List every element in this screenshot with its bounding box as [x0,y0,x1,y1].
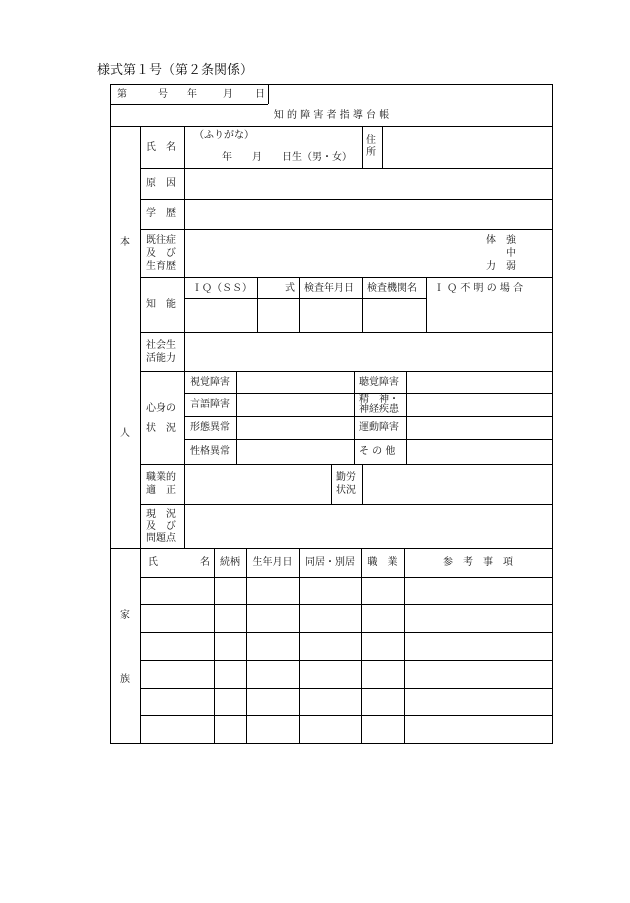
family-header-doukyo: 同居・別居 [305,557,355,568]
birth-date-line: 年 月 日生（男・女） [222,152,352,163]
family-col-3 [299,548,300,744]
family-row-line-3 [140,660,553,661]
kinrou-divider-left [331,464,332,504]
family-row-line-5 [140,715,553,716]
row-line-shinshin [140,464,553,465]
chinou-divider-3 [362,277,363,332]
family-row-line-4 [140,688,553,689]
family-header-shokugyo: 職 業 [367,557,398,568]
header-line-2 [110,126,553,127]
row-line-shokugyo [140,504,553,505]
border-right [552,84,553,744]
kinrou-divider-right [362,464,363,504]
tairyoku-middle: 中 [506,248,516,259]
shinshin-line-3 [184,439,553,440]
header-dai: 第 [117,89,127,100]
genkyo-label-2: 及 び [146,521,176,532]
row-line-name [140,168,553,169]
section-column-divider [140,126,141,744]
tairyoku-strong: 体 強 [486,235,516,246]
ledger-sheet [110,84,553,744]
gakureki-label: 学 歴 [146,208,176,219]
header-tsuki: 月 [223,89,233,100]
shiki-header: 式 [285,283,295,294]
shinshin-label-1: 心身の [146,403,176,414]
header-go: 号 [158,89,168,100]
seishin-label-1: 精 神・ [359,394,399,405]
keitai-label: 形態異常 [190,422,230,433]
border-top [110,84,553,85]
family-row-line-2 [140,632,553,633]
section-honnin-char-1: 本 [120,237,130,248]
gengo-label: 言語障害 [190,399,230,410]
shinshin-divider-1 [236,371,237,464]
family-col-4 [361,548,362,744]
family-row-line-1 [140,604,553,605]
ledger-title: 知 的 障 害 者 指 導 台 帳 [273,110,390,121]
shinshin-label-2: 状 況 [146,423,176,434]
header-line-1 [110,104,268,105]
section-honnin-char-2: 人 [120,428,130,439]
header-nen: 年 [187,89,197,100]
address-divider-right [382,126,383,168]
row-line-gakureki [140,229,553,230]
shakai-label-1: 社会生 [146,340,176,351]
undou-label: 運動障害 [359,422,399,433]
chinou-divider-1 [257,277,258,332]
header-number-box-divider [268,84,269,104]
border-bottom [110,743,553,744]
label-column-divider [184,126,185,548]
form-number-title: 様式第１号（第２条関係） [97,63,254,78]
kensa-date-header: 検査年月日 [304,283,354,294]
genkyo-label-3: 問題点 [146,533,176,544]
chinou-sub-header-line [184,298,427,299]
shokugyo-label-1: 職業的 [146,472,176,483]
row-line-genin [140,199,553,200]
shikaku-label: 視覚障害 [190,377,230,388]
chinou-divider-2 [299,277,300,332]
kiou-label-1: 既往症 [146,235,176,246]
kinrou-label-2: 状況 [336,485,356,496]
header-hi: 日 [255,89,265,100]
border-left [110,84,111,744]
choukaku-label: 聴覚障害 [359,377,399,388]
family-header-name-1: 氏 [148,557,158,568]
furigana-label: （ふりがな） [194,130,254,141]
name-label: 氏 名 [146,142,176,153]
seikaku-label: 性格異常 [190,446,230,457]
chinou-label: 知 能 [146,299,176,310]
tairyoku-weak: 力 弱 [486,261,516,272]
sonota-label: そ の 他 [359,446,396,457]
seishin-label-2: 神経疾患 [359,404,399,415]
row-line-kiou [140,277,553,278]
kensa-kikan-header: 検査機関名 [367,283,417,294]
address-label-2: 所 [366,147,376,158]
kinrou-label-1: 勤労 [336,472,356,483]
address-divider-left [362,126,363,168]
family-col-5 [404,548,405,744]
row-line-shakai [140,371,553,372]
iq-unknown-header: Ｉ Ｑ 不 明 の 場 合 [434,283,524,294]
chinou-divider-4 [426,277,427,332]
section-kazoku-char-1: 家 [120,610,130,621]
genin-label: 原 因 [146,178,176,189]
shinshin-divider-3 [406,371,407,464]
section-kazoku-char-2: 族 [120,674,130,685]
family-header-birth: 生年月日 [252,557,293,568]
shinshin-divider-2 [354,371,355,464]
shinshin-line-2 [184,416,553,417]
family-header-zokugara: 続柄 [220,557,240,568]
family-header-sankou: 参 考 事 項 [443,557,513,568]
family-header-line [140,577,553,578]
row-line-chinou [140,332,553,333]
shakai-label-2: 活能力 [146,353,176,364]
genkyo-label-1: 現 況 [146,509,176,520]
kiou-label-2: 及 び [146,248,176,259]
iq-ss-header: ＩＱ（ＳＳ） [192,283,252,294]
family-header-name-2: 名 [200,557,210,568]
kiou-label-3: 生育歴 [146,261,176,272]
shokugyo-label-2: 適 正 [146,485,176,496]
address-label-1: 住 [366,135,376,146]
family-col-2 [246,548,247,744]
honnin-kazoku-divider [110,548,553,549]
family-col-1 [214,548,215,744]
